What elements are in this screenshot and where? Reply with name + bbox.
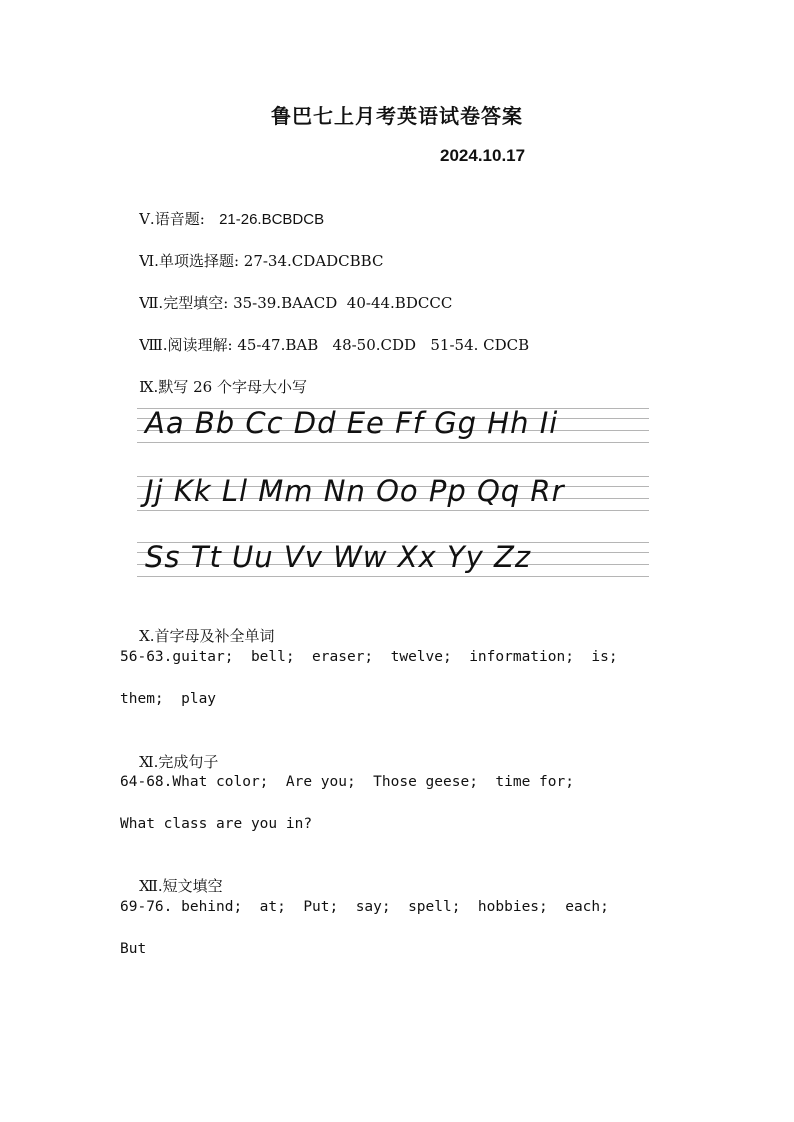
section-7-label: 完型填空: bbox=[163, 294, 229, 312]
alphabet-letters-s-z: Ss Tt Uu Vv Ww Xx Yy Zz bbox=[145, 540, 532, 574]
section-6-numeral: Ⅵ. bbox=[139, 252, 159, 270]
document-title: 鲁巴七上月考英语试卷答案 bbox=[271, 104, 523, 128]
alphabet-row-1 bbox=[137, 404, 649, 446]
section-11-answers-line-1: 64-68.What color; Are you; Those geese; time for; bbox=[120, 774, 574, 790]
section-10-answers-line-2: them; play bbox=[120, 691, 217, 707]
section-11-numeral: Ⅺ. bbox=[139, 753, 159, 771]
section-7-numeral: Ⅶ. bbox=[139, 294, 164, 312]
section-9-label: 默写 26 个字母大小写 bbox=[158, 378, 307, 396]
section-9-numeral: Ⅸ. bbox=[139, 378, 159, 396]
section-12-label: 短文填空 bbox=[162, 877, 223, 895]
section-6-answers: 27-34.CDADCBBC bbox=[243, 252, 384, 270]
section-11-answers-line-2: What class are you in? bbox=[120, 816, 313, 832]
section-10-numeral: Ⅹ. bbox=[139, 627, 155, 645]
alphabet-letters-a-i: Aa Bb Cc Dd Ee Ff Gg Hh Ii bbox=[145, 406, 559, 440]
section-10-label: 首字母及补全单词 bbox=[154, 627, 275, 645]
section-12-answers-line-1: 69-76. behind; at; Put; say; spell; hobbies; each; bbox=[120, 899, 609, 915]
alphabet-handwriting bbox=[137, 402, 649, 584]
alphabet-row-3 bbox=[137, 538, 649, 580]
section-5-label: 语音题: bbox=[154, 210, 205, 228]
section-5-numeral: Ⅴ. bbox=[139, 210, 155, 228]
section-6-label: 单项选择题: bbox=[158, 252, 239, 270]
section-8-answers: 45-47.BAB 48-50.CDD 51-54. CDCB bbox=[237, 336, 530, 354]
section-11-label: 完成句子 bbox=[158, 753, 219, 771]
section-8-label: 阅读理解: bbox=[167, 336, 233, 354]
section-8-numeral: Ⅷ. bbox=[139, 336, 168, 354]
alphabet-row-2 bbox=[137, 472, 649, 514]
alphabet-letters-j-r: Jj Kk Ll Mm Nn Oo Pp Qq Rr bbox=[145, 474, 565, 508]
section-7-answers: 35-39.BAACD 40-44.BDCCC bbox=[233, 294, 453, 312]
section-12-answers-line-2: But bbox=[120, 941, 147, 957]
document-date: 2024.10.17 bbox=[440, 146, 526, 165]
section-10-answers-line-1: 56-63.guitar; bell; eraser; twelve; information; is; bbox=[120, 649, 618, 665]
section-5-answers: 21-26.BCBDCB bbox=[219, 211, 325, 228]
section-12-numeral: Ⅻ. bbox=[139, 877, 163, 895]
